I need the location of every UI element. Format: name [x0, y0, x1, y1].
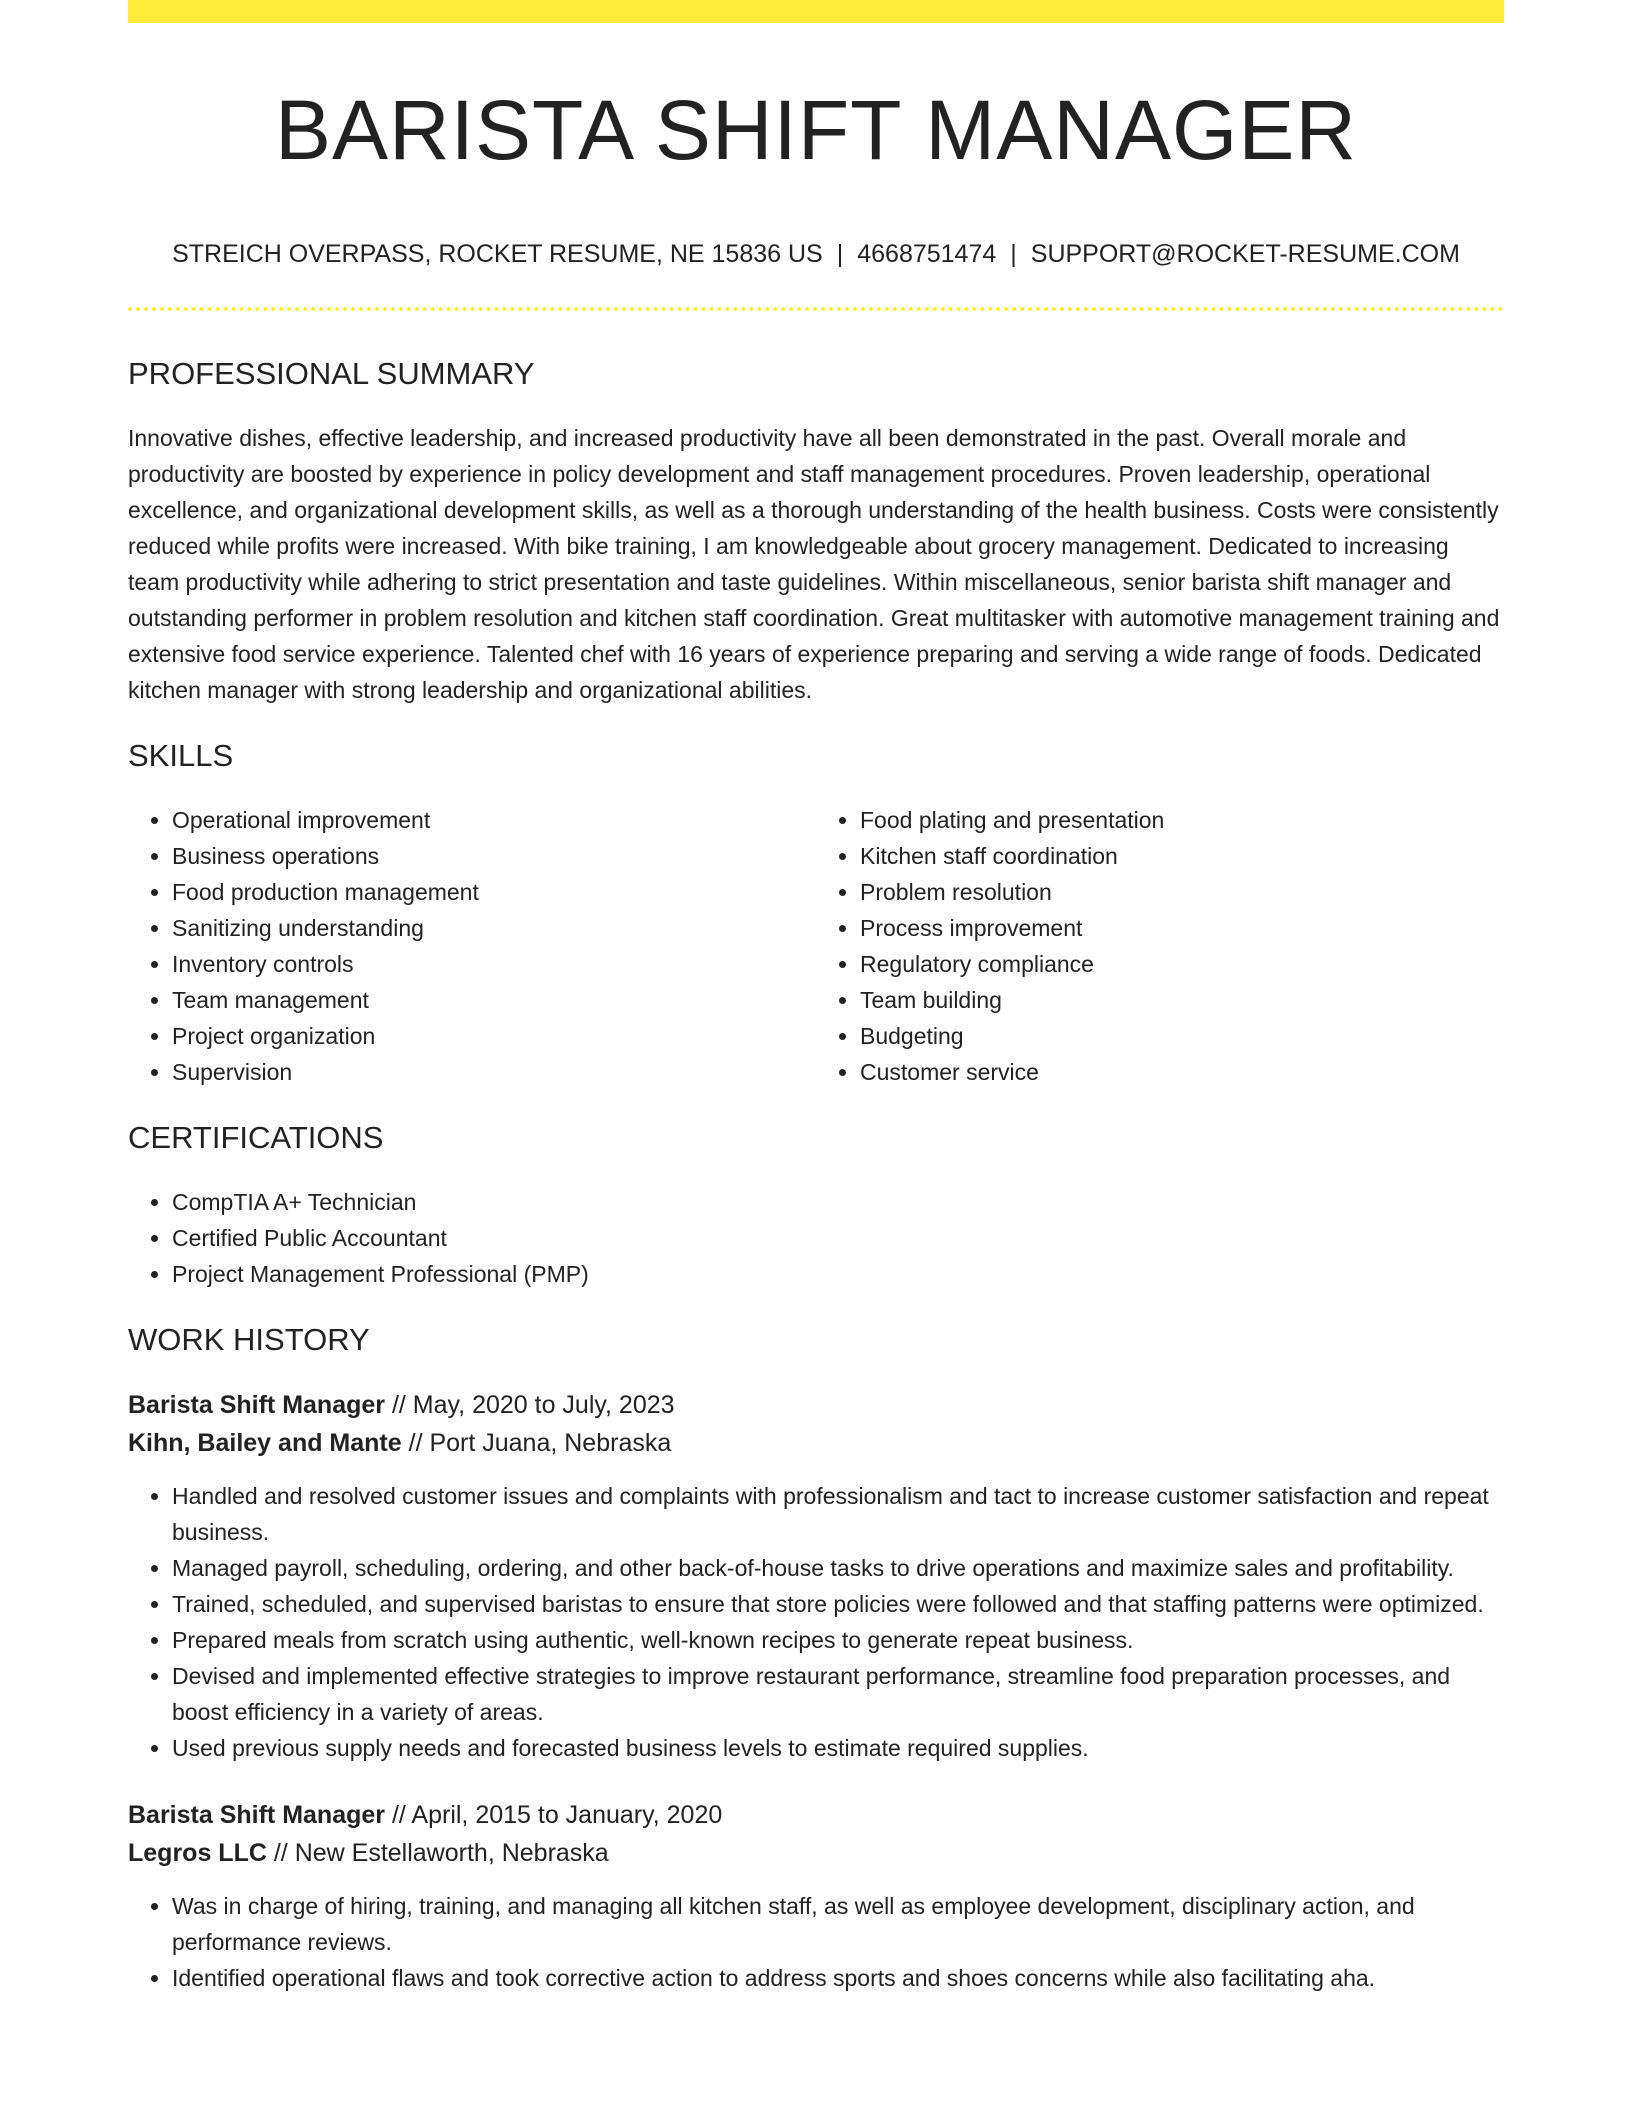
- job-bullet: • Used previous supply needs and forecasted business levels to estimate required supplies.: [172, 1730, 1504, 1766]
- work-history-section: [128, 1318, 1504, 1996]
- contact-separator: |: [1010, 240, 1017, 268]
- skill-item: • Operational improvement: [172, 802, 816, 838]
- contact-email: SUPPORT@ROCKET-RESUME.COM: [1030, 240, 1460, 268]
- summary-text: Innovative dishes, effective leadership, and increased productivity have all been demonstrated in the past. Overall morale and productivity are boosted by experience in policy development and staff management procedures. Proven leadership, operational excellence, and organizational development skills, as well as a thorough understanding of the health business. Costs were consistently reduced while profits were increased. With bike training, I am knowledgeable about grocery management. Dedicated to increasing team productivity while adhering to strict presentation and taste guidelines. Within miscellaneous, senior barista shift manager and outstanding performer in problem resolution and kitchen staff coordination. Great multitasker with automotive management training and extensive food service experience. Talented chef with 16 years of experience preparing and serving a wide range of foods. Dedicated kitchen manager with strong leadership and organizational abilities.: [128, 425, 1500, 703]
- candidate-name: BARISTA SHIFT MANAGER: [274, 83, 1358, 177]
- contact-phone: 4668751474: [857, 240, 997, 268]
- contact-address: STREICH OVERPASS, ROCKET RESUME, NE 15836 US: [172, 240, 823, 268]
- dotted-divider: [128, 307, 1504, 311]
- job-bullet: • Was in charge of hiring, training, and managing all kitchen staff, as well as employee development, disciplinary action, and performance reviews.: [172, 1888, 1504, 1960]
- contact-separator: |: [836, 240, 844, 268]
- job-company-line: [128, 1424, 1504, 1462]
- job-bullets: [128, 1888, 1504, 1996]
- job-company: Kihn, Bailey and Mante: [128, 1429, 402, 1457]
- certification-item: • Certified Public Accountant: [172, 1220, 1504, 1256]
- job-bullet: • Handled and resolved customer issues and complaints with professionalism and tact to increase customer satisfaction and repeat business.: [172, 1478, 1504, 1550]
- skill-item: • Team building: [860, 982, 1504, 1018]
- skills-columns: [128, 802, 1504, 1090]
- section-heading-skills: SKILLS: [128, 738, 234, 773]
- skill-item: • Kitchen staff coordination: [860, 838, 1504, 874]
- job-bullet: • Managed payroll, scheduling, ordering, and other back-of-house tasks to drive operations and maximize sales and profitability.: [172, 1550, 1504, 1586]
- section-heading-work-history: WORK HISTORY: [128, 1322, 370, 1357]
- skill-item: • Problem resolution: [860, 874, 1504, 910]
- skills-section: [128, 734, 1504, 1090]
- job-title-line: [128, 1386, 1504, 1424]
- skills-list-right: [816, 802, 1504, 1090]
- job-bullet: • Devised and implemented effective strategies to improve restaurant performance, streamline food preparation processes, and boost efficiency in a variety of areas.: [172, 1658, 1504, 1730]
- job-dates: // May, 2020 to July, 2023: [385, 1391, 675, 1419]
- job-title: Barista Shift Manager: [128, 1801, 386, 1829]
- skill-item: • Supervision: [172, 1054, 816, 1090]
- job-bullets: [128, 1478, 1504, 1766]
- job-bullet: • Trained, scheduled, and supervised baristas to ensure that store policies were followed and that staffing patterns were optimized.: [172, 1586, 1504, 1622]
- job-company-line: [128, 1834, 1504, 1872]
- skill-item: • Team management: [172, 982, 816, 1018]
- job-company: Legros LLC: [128, 1839, 267, 1867]
- job-bullet: • Prepared meals from scratch using authentic, well-known recipes to generate repeat business.: [172, 1622, 1504, 1658]
- job-title: Barista Shift Manager: [128, 1391, 386, 1419]
- job-dates: // April, 2015 to January, 2020: [385, 1801, 723, 1829]
- job-entry: [128, 1386, 1504, 1766]
- skill-item: • Customer service: [860, 1054, 1504, 1090]
- skill-item: • Project organization: [172, 1018, 816, 1054]
- job-entry: [128, 1796, 1504, 1996]
- certification-item: • Project Management Professional (PMP): [172, 1256, 1504, 1292]
- skill-item: • Inventory controls: [172, 946, 816, 982]
- certifications-list: [128, 1184, 1504, 1292]
- skill-item: • Budgeting: [860, 1018, 1504, 1054]
- skill-item: • Food production management: [172, 874, 816, 910]
- job-location: // New Estellaworth, Nebraska: [266, 1839, 609, 1867]
- job-bullet: • Identified operational flaws and took corrective action to address sports and shoes concerns while also facilitating aha.: [172, 1960, 1504, 1996]
- skills-list-left: [128, 802, 816, 1090]
- accent-bar: [128, 0, 1504, 23]
- skill-item: • Regulatory compliance: [860, 946, 1504, 982]
- skill-item: • Sanitizing understanding: [172, 910, 816, 946]
- section-heading-certifications: CERTIFICATIONS: [128, 1120, 384, 1155]
- job-location: // Port Juana, Nebraska: [401, 1429, 672, 1457]
- resume-content: [128, 352, 1504, 2026]
- skill-item: • Process improvement: [860, 910, 1504, 946]
- certifications-section: [128, 1116, 1504, 1292]
- section-heading-summary: PROFESSIONAL SUMMARY: [128, 356, 535, 391]
- certification-item: • CompTIA A+ Technician: [172, 1184, 1504, 1220]
- summary-section: [128, 352, 1504, 708]
- job-title-line: [128, 1796, 1504, 1834]
- skill-item: • Business operations: [172, 838, 816, 874]
- skill-item: • Food plating and presentation: [860, 802, 1504, 838]
- contact-line: [128, 236, 1504, 272]
